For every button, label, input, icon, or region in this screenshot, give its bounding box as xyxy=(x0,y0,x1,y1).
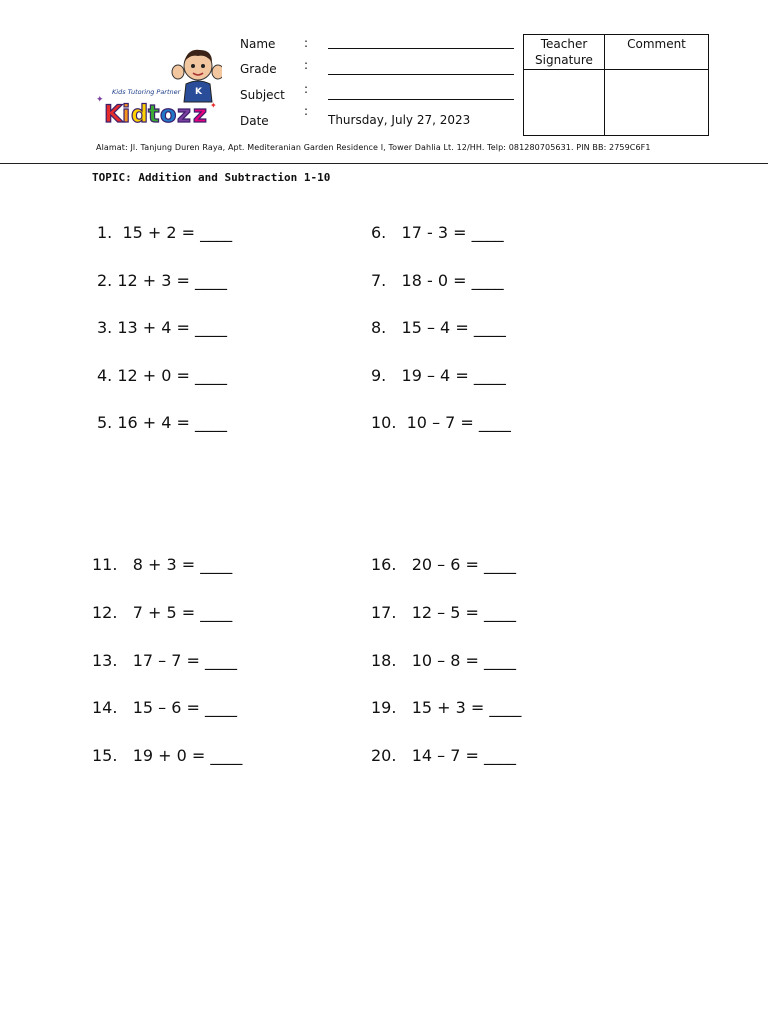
svg-text:K: K xyxy=(104,100,123,128)
question-16: 16. 20 – 6 = ____ xyxy=(371,555,516,574)
teacher-signature-cell[interactable] xyxy=(524,70,605,136)
svg-text:i: i xyxy=(122,100,131,128)
topic-title: TOPIC: Addition and Subtraction 1-10 xyxy=(92,171,331,184)
kidtozz-logo xyxy=(92,42,222,137)
subject-field[interactable] xyxy=(328,99,514,100)
question-15: 15. 19 + 0 = ____ xyxy=(92,746,243,765)
name-label: Name xyxy=(240,37,276,51)
teacher-signature-header: Teacher Signature xyxy=(524,35,605,70)
header-divider xyxy=(0,163,768,164)
question-10: 10. 10 – 7 = ____ xyxy=(371,413,511,432)
question-19: 19. 15 + 3 = ____ xyxy=(371,698,522,717)
svg-text:t: t xyxy=(148,100,160,128)
subject-colon: : xyxy=(304,82,309,96)
question-4: 4. 12 + 0 = ____ xyxy=(97,366,228,385)
date-colon: : xyxy=(304,104,309,118)
question-1: 1. 15 + 2 = ____ xyxy=(97,223,233,242)
question-6: 6. 17 - 3 = ____ xyxy=(371,223,504,242)
question-3: 3. 13 + 4 = ____ xyxy=(97,318,228,337)
svg-text:z: z xyxy=(177,100,191,128)
svg-text:✦: ✦ xyxy=(96,95,104,105)
svg-text:Kids Tutoring Partner: Kids Tutoring Partner xyxy=(112,88,181,96)
svg-text:d: d xyxy=(131,100,149,128)
question-14: 14. 15 – 6 = ____ xyxy=(92,698,237,717)
name-field[interactable] xyxy=(328,48,514,49)
question-5: 5. 16 + 4 = ____ xyxy=(97,413,228,432)
svg-text:o: o xyxy=(160,100,177,128)
question-9: 9. 19 – 4 = ____ xyxy=(371,366,506,385)
grade-colon: : xyxy=(304,58,309,72)
subject-label: Subject xyxy=(240,88,285,102)
question-12: 12. 7 + 5 = ____ xyxy=(92,603,233,622)
question-18: 18. 10 – 8 = ____ xyxy=(371,651,516,670)
grade-field[interactable] xyxy=(328,74,514,75)
question-20: 20. 14 – 7 = ____ xyxy=(371,746,516,765)
name-colon: : xyxy=(304,36,309,50)
boy-mascot-icon xyxy=(92,42,222,137)
svg-text:✦: ✦ xyxy=(210,101,217,110)
comment-cell[interactable] xyxy=(605,70,709,136)
grade-label: Grade xyxy=(240,62,277,76)
date-label: Date xyxy=(240,114,269,128)
date-value: Thursday, July 27, 2023 xyxy=(328,113,471,127)
question-8: 8. 15 – 4 = ____ xyxy=(371,318,506,337)
question-17: 17. 12 – 5 = ____ xyxy=(371,603,516,622)
address-line: Alamat: Jl. Tanjung Duren Raya, Apt. Mediteranian Garden Residence I, Tower Dahlia Lt. 12/HH. Telp: 081280705631. PIN BB: 2759C6F1 xyxy=(96,143,651,152)
svg-text:z: z xyxy=(193,100,207,128)
question-11: 11. 8 + 3 = ____ xyxy=(92,555,233,574)
question-7: 7. 18 - 0 = ____ xyxy=(371,271,504,290)
svg-text:K: K xyxy=(195,87,202,97)
comment-header: Comment xyxy=(605,35,709,70)
question-13: 13. 17 – 7 = ____ xyxy=(92,651,237,670)
question-2: 2. 12 + 3 = ____ xyxy=(97,271,228,290)
signature-table xyxy=(523,34,709,136)
